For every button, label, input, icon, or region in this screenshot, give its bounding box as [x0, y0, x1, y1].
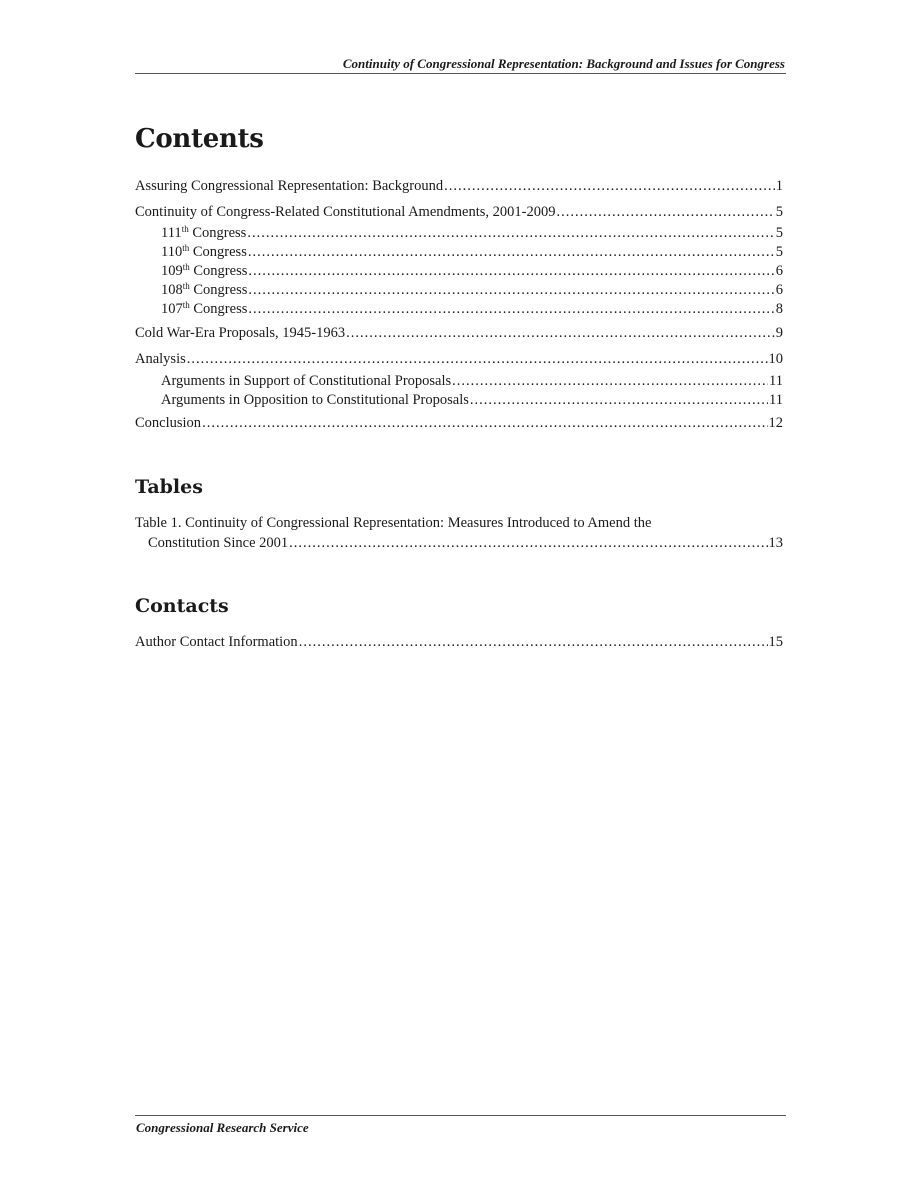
- toc-entry-text: 110th Congress: [161, 243, 247, 260]
- toc-entry-text: Arguments in Opposition to Constitutional Proposals: [161, 392, 469, 408]
- toc-leader-dots: [556, 203, 774, 222]
- toc-entry-conclusion[interactable]: [135, 414, 783, 433]
- toc-leader-dots: [247, 224, 774, 243]
- toc-page-number: 11: [769, 373, 783, 389]
- running-header-title: Continuity of Congressional Representation: Background and Issues for Congress: [342, 56, 785, 71]
- toc-entry-constitutional-amendments[interactable]: [135, 203, 783, 222]
- running-footer-text: Congressional Research Service: [136, 1120, 309, 1135]
- toc-page-number: 6: [775, 282, 783, 298]
- table-1-entry-line-1[interactable]: Table 1. Continuity of Congressional Representation: Measures Introduced to Amend the: [135, 515, 652, 531]
- toc-leader-dots: [452, 372, 768, 391]
- toc-entry-text: 107th Congress: [161, 300, 248, 317]
- tables-heading: Tables: [135, 476, 203, 498]
- toc-entry-text: Constitution Since 2001: [148, 535, 289, 551]
- toc-entry-109th-congress[interactable]: [161, 262, 783, 281]
- toc-entry-arguments-support[interactable]: [161, 372, 783, 391]
- toc-page-number: 8: [775, 301, 783, 317]
- toc-entry-108th-congress[interactable]: [161, 281, 783, 300]
- toc-entry-text: 109th Congress: [161, 262, 248, 279]
- toc-entry-text: 111th Congress: [161, 224, 247, 241]
- toc-page-number: 6: [775, 263, 783, 279]
- toc-leader-dots: [187, 350, 768, 369]
- toc-page-number: 10: [768, 351, 783, 367]
- toc-entry-cold-war-proposals[interactable]: [135, 324, 783, 343]
- toc-leader-dots: [470, 391, 768, 410]
- toc-leader-dots: [299, 633, 768, 652]
- toc-leader-dots: [248, 262, 774, 281]
- toc-entry-111th-congress[interactable]: [161, 224, 783, 243]
- running-footer: [135, 1115, 786, 1135]
- toc-entry-text: Conclusion: [135, 415, 202, 431]
- toc-entry-text: 108th Congress: [161, 281, 248, 298]
- toc-page-number: 12: [768, 415, 783, 431]
- toc-entry-110th-congress[interactable]: [161, 243, 783, 262]
- toc-entry-107th-congress[interactable]: [161, 300, 783, 319]
- toc-page-number: 11: [769, 392, 783, 408]
- toc-entry-text: Assuring Congressional Representation: Background: [135, 178, 444, 194]
- contents-heading: Contents: [135, 124, 264, 154]
- contacts-heading: Contacts: [135, 595, 229, 617]
- toc-leader-dots: [289, 534, 767, 553]
- table-1-entry[interactable]: [148, 534, 783, 553]
- toc-leader-dots: [248, 281, 774, 300]
- toc-entry-text: Author Contact Information: [135, 634, 298, 650]
- toc-entry-arguments-opposition[interactable]: [161, 391, 783, 410]
- toc-page-number: 15: [768, 634, 783, 650]
- toc-leader-dots: [248, 300, 774, 319]
- toc-entry-analysis[interactable]: [135, 350, 783, 369]
- running-header: [135, 56, 786, 74]
- toc-entry-author-contact[interactable]: [135, 633, 783, 652]
- toc-page-number: 1: [775, 178, 783, 194]
- toc-page-number: 5: [775, 204, 783, 220]
- toc-entry-text: Analysis: [135, 351, 186, 367]
- toc-leader-dots: [444, 177, 775, 196]
- toc-leader-dots: [202, 414, 767, 433]
- toc-entry-assuring-representation[interactable]: [135, 177, 783, 196]
- toc-page-number: 9: [775, 325, 783, 341]
- toc-leader-dots: [346, 324, 775, 343]
- toc-page-number: 5: [775, 225, 783, 241]
- toc-entry-text: Continuity of Congress-Related Constitutional Amendments, 2001-2009: [135, 204, 556, 220]
- toc-leader-dots: [248, 243, 775, 262]
- toc-entry-text: Cold War-Era Proposals, 1945-1963: [135, 325, 346, 341]
- toc-page-number: 13: [768, 535, 783, 551]
- toc-page-number: 5: [775, 244, 783, 260]
- toc-entry-text: Arguments in Support of Constitutional Proposals: [161, 373, 452, 389]
